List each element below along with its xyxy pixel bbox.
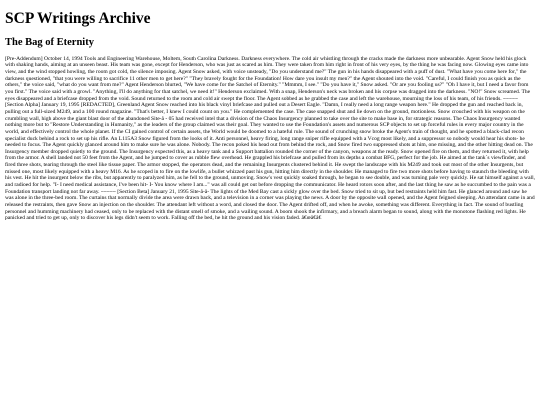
article-title: The Bag of Eternity — [5, 37, 94, 49]
site-title: SCP Writings Archive — [5, 10, 151, 27]
article-body: [Pre-Addendum] October 14, 1994 Tools and Engineering Warehouse, Moltem, South Carolina Darkness. Darkness everywhere. The cold air whistling through the cracks made the darkness more unbearable. Agent Snow held his glock with shaking hands, aiming at an unseen beast. His team was gone, except for Henderson, who was just as scared as him. They were taken from him right in front of his very eyes, by the thing he was facing now. Glowing eyes came into view, and the wind stopped howling, the room got cold, the silence imposing. Agent Snow asked, with voice unsteady, "Do you understand me?" The gun in his hands disappeared with a puff of dust. "What have you come here for," the darkness questioned, "that you were willing to sacrifice 11 other men to get here?" "They bravely fought for the Foundation! How dare you insult my men?" the Agent shouted into the void. "Careful, I could finish you as quick as the others," the voice said, "what do you want from me?" Agent Henderson blurted, "We have come for the Satchel of Eternity." "Mmmm, I see." "Do you have it," Snow asked. "Or are you fooling us?" "Oh I have it, but I need a favor from you first." The voice said with a growl. "Anything, I'll do anything for that satchel, we need it!" Henderson exclaimed. With a snap, Henderson's neck was broken and his corpse was dragged into the darkness. "NO!" Snow screamed. The eyes disappeared and a briefcase dropped from the void. Sound returned to the room and cold air swept the floor. The Agent sobbed as he grabbed the case and left the warehouse, mourning the loss of his team, of his friends. ~~~~~ [Section Alpha] January 19, 1995 [REDACTED], Greenland Agent Snow reached into his black vinyl briefcase and pulled out a Desert Eagle. "Damn, I really need a long range weapon here." He dropped the gun and reached back in, pulling out a full-sized M249, and a 100 round magazine. "That's better, I knew I could count on you." He complemented the case. The case snapped shut and lie down on the ground, motionless. Snow crouched with his weapon on the crumbling wall, high above the giant blast door of the abandoned Site-â - 05 had received intel that a division of the Chaos Insurgency planned to take over the site to make base in, for strategic reasons. The Chaos Insurgency wanted nothing more but to "Restore Understanding in Humanity," as the leaders of the group claimed was their goal. They wanted to use the Foundation's assets and numerous SCP objects to set up forceful rules in every major country in the world, and effectively control the whole planet. If the CI gained control of certain assets, the World would be doomed to a hateful rule. The sound of crunching snow broke the Agent's train of thought, and he spotted a black-clad recon specialist duck behind a rock to set up his rifle. An L115A3 Snow figured from the looks of it. Anti personnel, heavy firing, long range sniper rifle equipped with a Vcog most likely, and a suppressor so nobody would hear his shots- he needed to focus. The Agent quickly glanced around him to make sure he was alone. Nobody. The recon poked his head out from behind the rock, and Snow fired two suppressed shots at him, one missing, and the other hitting dead on. The Insurgency member dropped quietly to the ground. The Insurgency expected this, as a heavy tank and a Support battalion rounded the corner of the canyon, weapons at the ready. Snow opened fire on them, and they returned it, with help from the armor. A shell landed not 50 feet from the Agent, and he jumped to cover as rubble flew overhead. He grappled his briefcase and pulled from its depths a combat BFG, perfect for the job. He aimed at the tank`s viewfinder, and fired three shots, tearing through the steel like tissue paper. The armor stopped, the operators dead, and the remaining Insurgents clustered behind it. He swept the landscape with his M249 and took out most of the other Insurgents, but missed one, most likely equipped with a heavy M16. As he scoped in to fire on the lowlife, a bullet whizzed past his gun, hitting him directly in the shoulder. He managed to fire two more shots before having to staunch the bleeding with his vest. He hit the insurgent below the ribs, but apparently to paralyzed him, as he fell to the ground, unmoving. Snow's vest quickly soaked through, he began to see double, and was turning pale very quickly. He sat himself against a wall, and radioed for help. "I- I need medical assistance, I've been hit- I- You know where I am..." was all could get out before dropping the communicator. He heard rotors soon after, and the last thing he saw as he succumbed to the pain was a Foundation transport landing not far away. ~~~~~ [Section Beta] January 21, 1995 Site-â-â- The lights of the Med Bay cast a sickly glow over the bed. Snow tried to sit up, but bed restraints held him fast. He glanced around and saw he was alone in the three-bed room. The curtains that normally divide the area were drawn back, and a television in a corner was playing the news. A door by the opposite wall opened, and the Agent feigned sleeping. An attendant came in and released the restraints, then gave Snow an injection on the shoulder. The attendant left without a word, and closed the door. The Agent drifted off, and when he awoke, something was different. Everything in fact. The sound of bustling personnel and humming machinery had ceased, only to be replaced with the distant smell of smoke, and a wailing sound. A boom shook the infirmary, and a breach alarm began to sound, along with the monotone flashing red lights. He panicked and tried to get up, only to discover his legs didn't seem to work. Falling off the bed, he hit the ground and his vision faded. â€œâ€â€ — [5, 55, 535, 222]
